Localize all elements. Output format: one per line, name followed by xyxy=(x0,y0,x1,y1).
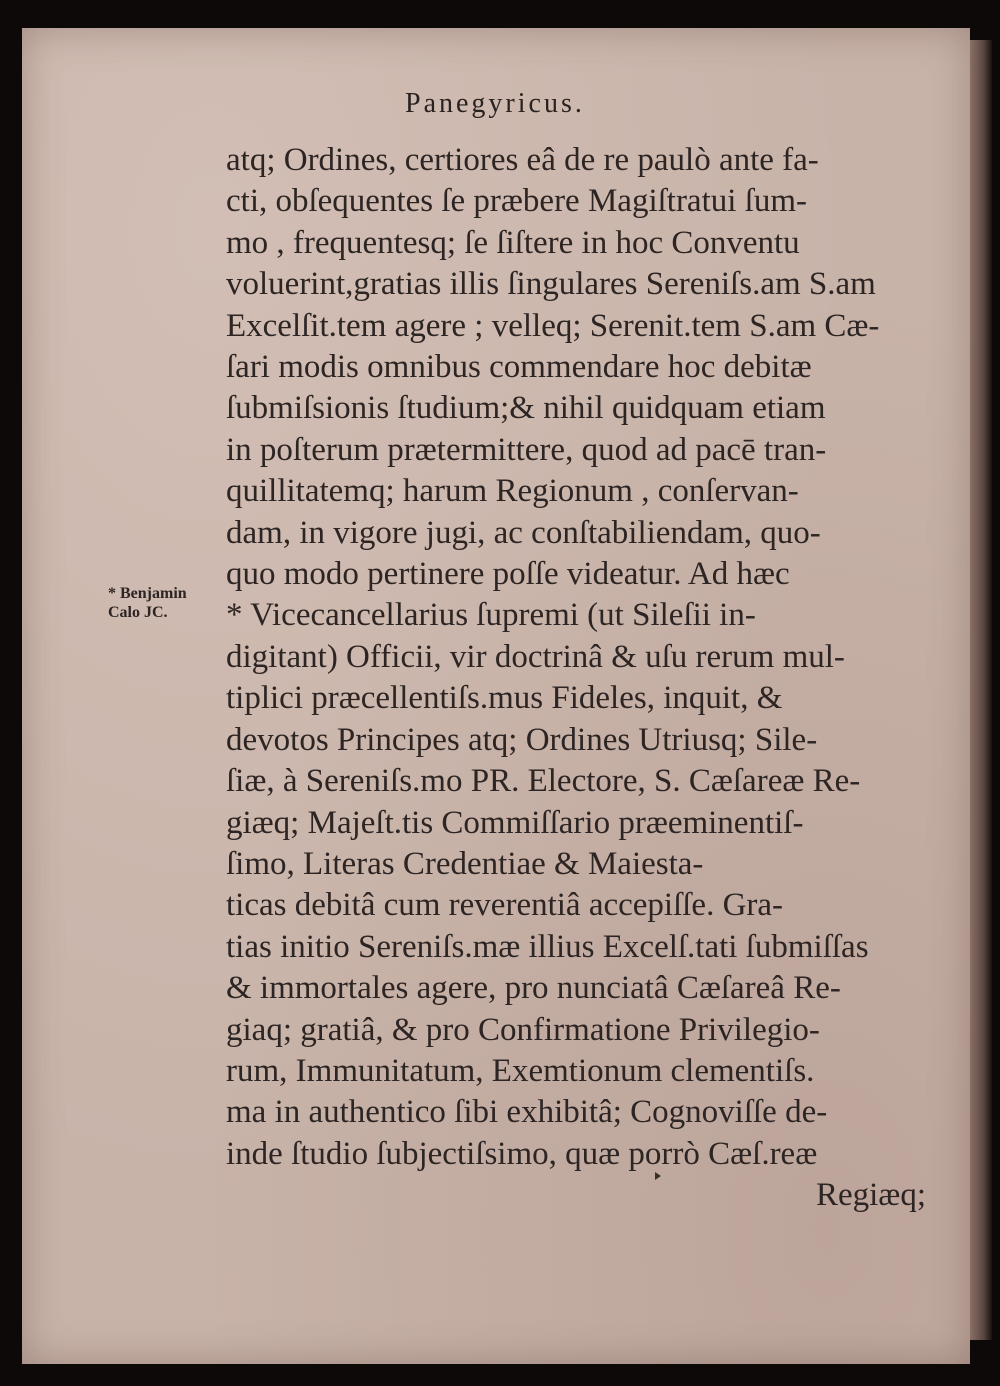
text-line: ticas debitâ cum reverentiâ accepiſſe. Gra- xyxy=(226,887,784,924)
text-line: voluerint,gratias illis ſingulares Sereniſs.am S.am xyxy=(226,266,876,303)
text-line: cti, obſequentes ſe præbere Magiſtratui ſum- xyxy=(226,183,807,220)
text-line: in poſterum prætermittere, quod ad pacē tran- xyxy=(226,431,827,468)
margin-note-line: Calo JC. xyxy=(108,604,168,621)
margin-note-line: * Benjamin xyxy=(108,585,187,602)
text-line: * Vicecancellarius ſupremi (ut Sileſii in- xyxy=(226,597,756,634)
text-line: giæq; Majeſt.tis Commiſſario præeminentiſ- xyxy=(226,804,804,841)
text-line: ſimo, Literas Credentiae & Maiesta- xyxy=(226,845,704,882)
text-line: ſiæ, à Sereniſs.mo PR. Electore, S. Cæſareæ Re- xyxy=(226,763,861,800)
text-line: quo modo pertinere poſſe videatur. Ad hæc xyxy=(226,556,790,593)
text-line: giaq; gratiâ, & pro Confirmatione Privilegio- xyxy=(226,1011,820,1048)
text-line: & immortales agere, pro nunciatâ Cæſareâ Re- xyxy=(226,970,841,1007)
text-line: Excelſit.tem agere ; velleq; Serenit.tem S.am Cæ- xyxy=(226,307,880,344)
text-line: tiplici præcellentiſs.mus Fideles, inquit, & xyxy=(226,680,783,717)
text-line: ma in authentico ſibi exhibitâ; Cognoviſſe de- xyxy=(226,1094,828,1131)
running-title: Panegyricus. xyxy=(405,88,585,119)
page-edge xyxy=(970,40,992,1340)
text-line: atq; Ordines, certiores eâ de re paulò ante fa- xyxy=(226,142,819,178)
text-line: digitant) Officii, vir doctrinâ & uſu rerum mul- xyxy=(226,638,845,675)
text-line: mo , frequentesq; ſe ſiſtere in hoc Conventu xyxy=(226,224,800,261)
text-line: quillitatemq; harum Regionum , conſervan- xyxy=(226,473,799,510)
margin-note xyxy=(108,584,187,622)
text-line: ſari modis omnibus commendare hoc debitæ xyxy=(226,349,812,386)
body-text xyxy=(226,140,926,1217)
text-line: rum, Immunitatum, Exemtionum clementiſs. xyxy=(226,1052,815,1089)
text-line: tias initio Sereniſs.mæ illius Excelſ.tati ſubmiſſas xyxy=(226,928,869,965)
text-line: inde ſtudio ſubjectiſsimo, quæ porrò Cæſ.reæ xyxy=(226,1135,818,1172)
text-line: dam, in vigore jugi, ac conſtabiliendam, quo- xyxy=(226,514,821,551)
text-line: devotos Principes atq; Ordines Utriusq; Sile- xyxy=(226,721,818,758)
catchword: Regiæq; xyxy=(815,1177,926,1214)
text-line: ſubmiſsionis ſtudium;& nihil quidquam etiam xyxy=(226,390,826,427)
printer-mark-icon xyxy=(655,1172,661,1180)
